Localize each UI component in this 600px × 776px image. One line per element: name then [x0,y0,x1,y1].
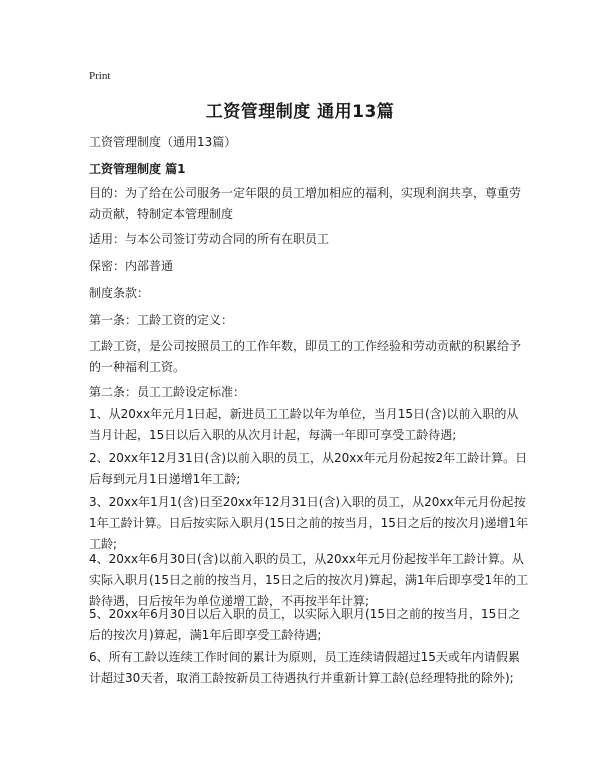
paragraph-rule-5: 5、20xx年6月30日以后入职的员工，以实际入职月(15日之前的按当月，15日之后的按次月)算起，满1年后即享受工龄待遇; [89,607,521,642]
paragraph-scope: 适用：与本公司签订劳动合同的所有在职员工 [89,232,330,246]
paragraph-rule-2: 2、20xx年12月31日(含)以前入职的员工，从20xx年元月份起按2年工龄计算。日后每到元月1日递增1年工龄; [89,451,528,486]
paragraph-article-1: 第一条：工龄工资的定义： [89,313,234,327]
paragraph-rule-1: 1、从20xx年元月1日起，新进员工工龄以年为单位，当月15日(含)以前入职的从当月计起，15日以后入职的从次月计起，每满一年即可享受工龄待遇; [89,407,519,442]
page-title: 工资管理制度 通用13篇 [205,102,395,122]
paragraph-rule-4: 4、20xx年6月30日(含)以前入职的员工，从20xx年元月份起按半年工龄计算。从实际入职月(15日之前的按当月，15日之后的按次月)算起，满1年后即享受1年的工龄待遇，日后按年为单位递增工龄，不再按半年计算; [89,552,529,608]
paragraph-rule-6: 6、所有工龄以连续工作时间的累计为原则，员工连续请假超过15天或年内请假累计超过30天者，取消工龄按新员工待遇执行并重新计算工龄(总经理特批的除外); [89,650,520,685]
print-link[interactable]: Print [89,70,111,82]
paragraph-definition: 工龄工资，是公司按照员工的工作年数，即员工的工作经验和劳动贡献的积累给予的一种福利工资。 [89,339,522,374]
paragraph-rule-3: 3、20xx年1月1(含)日至20xx年12月31日(含)入职的员工，从20xx年元月份起按1年工龄计算。日后按实际入职月(15日之前的按当月，15日之后的按次月)递增1年工龄; [89,495,529,551]
section-heading: 工资管理制度 篇1 [89,162,186,176]
paragraph-article-2: 第二条：员工工龄设定标准： [89,385,246,399]
document-subtitle: 工资管理制度（通用13篇） [89,135,237,149]
paragraph-clauses-heading: 制度条款： [89,286,150,300]
paragraph-confidentiality: 保密：内部普通 [89,259,174,273]
paragraph-purpose: 目的：为了给在公司服务一定年限的员工增加相应的福利，实现利润共享，尊重劳动贡献，特制定本管理制度 [89,186,522,221]
